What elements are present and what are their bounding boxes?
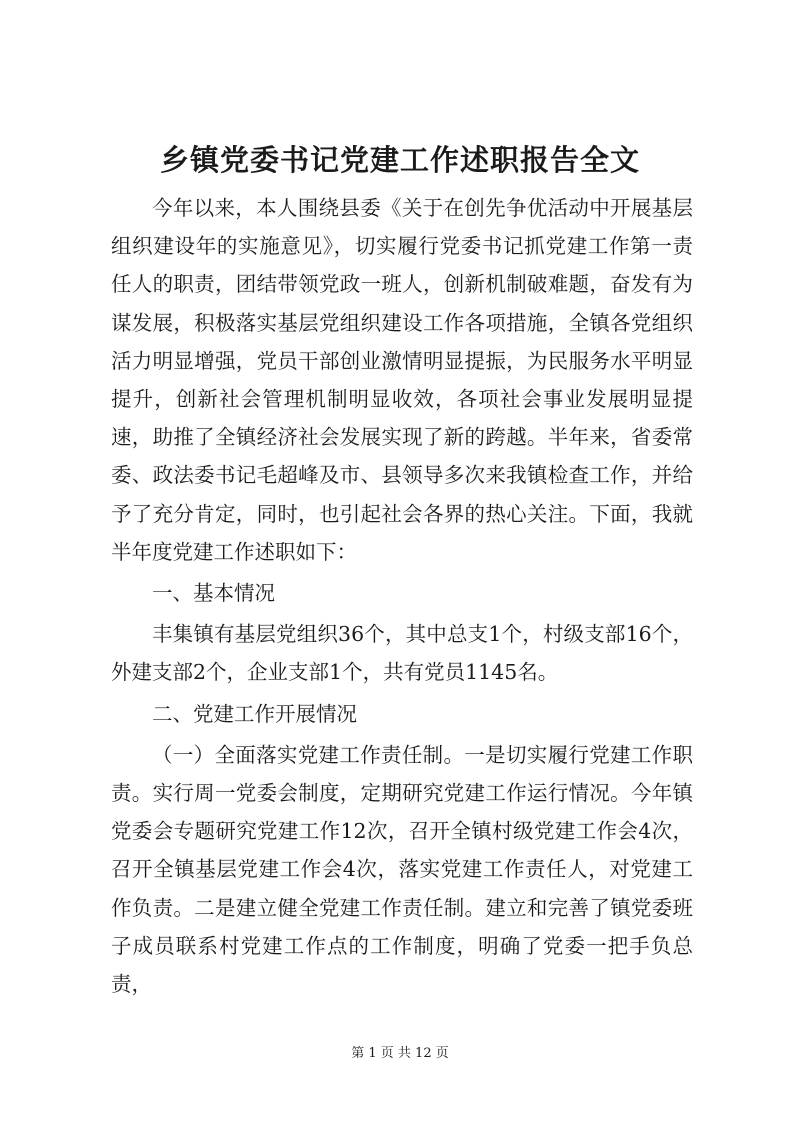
- page-footer: 第 1 页 共 12 页: [351, 1046, 449, 1061]
- section-heading-work: 二、党建工作开展情况: [152, 701, 357, 726]
- document-body: [111, 189, 693, 1003]
- document-title: 乡镇党委书记党建工作述职报告全文: [159, 143, 640, 177]
- basic-info-paragraph: 丰集镇有基层党组织36个，其中总支1个，村级支部16个，外建支部2个，企业支部1个，共有党员1145名。: [111, 622, 693, 685]
- work-paragraph: （一）全面落实党建工作责任制。一是切实履行党建工作职责。实行周一党委会制度，定期研究党建工作运行情况。今年镇党委会专题研究党建工作12次，召开全镇村级党建工作会4次，召开全镇基层党建工作会4次，落实党建工作责任人，对党建工作负责。二是建立健全党建工作责任制。建立和完善了镇党委班子成员联系村党建工作点的工作制度，明确了党委一把手负总责，: [111, 742, 693, 997]
- section-heading-basic: 一、基本情况: [152, 581, 275, 606]
- intro-paragraph: 今年以来，本人围绕县委《关于在创先争优活动中开展基层组织建设年的实施意见》，切实履行党委书记抓党建工作第一责任人的职责，团结带领党政一班人，创新机制破难题，奋发有为谋发展，积极落实基层党组织建设工作各项措施，全镇各党组织活力明显增强，党员干部创业激情明显提振，为民服务水平明显提升，创新社会管理机制明显收效，各项社会事业发展明显提速，助推了全镇经济社会发展实现了新的跨越。半年来，省委常委、政法委书记毛超峰及市、县领导多次来我镇检查工作，并给予了充分肯定，同时，也引起社会各界的热心关注。下面，我就半年度党建工作述职如下：: [111, 196, 693, 564]
